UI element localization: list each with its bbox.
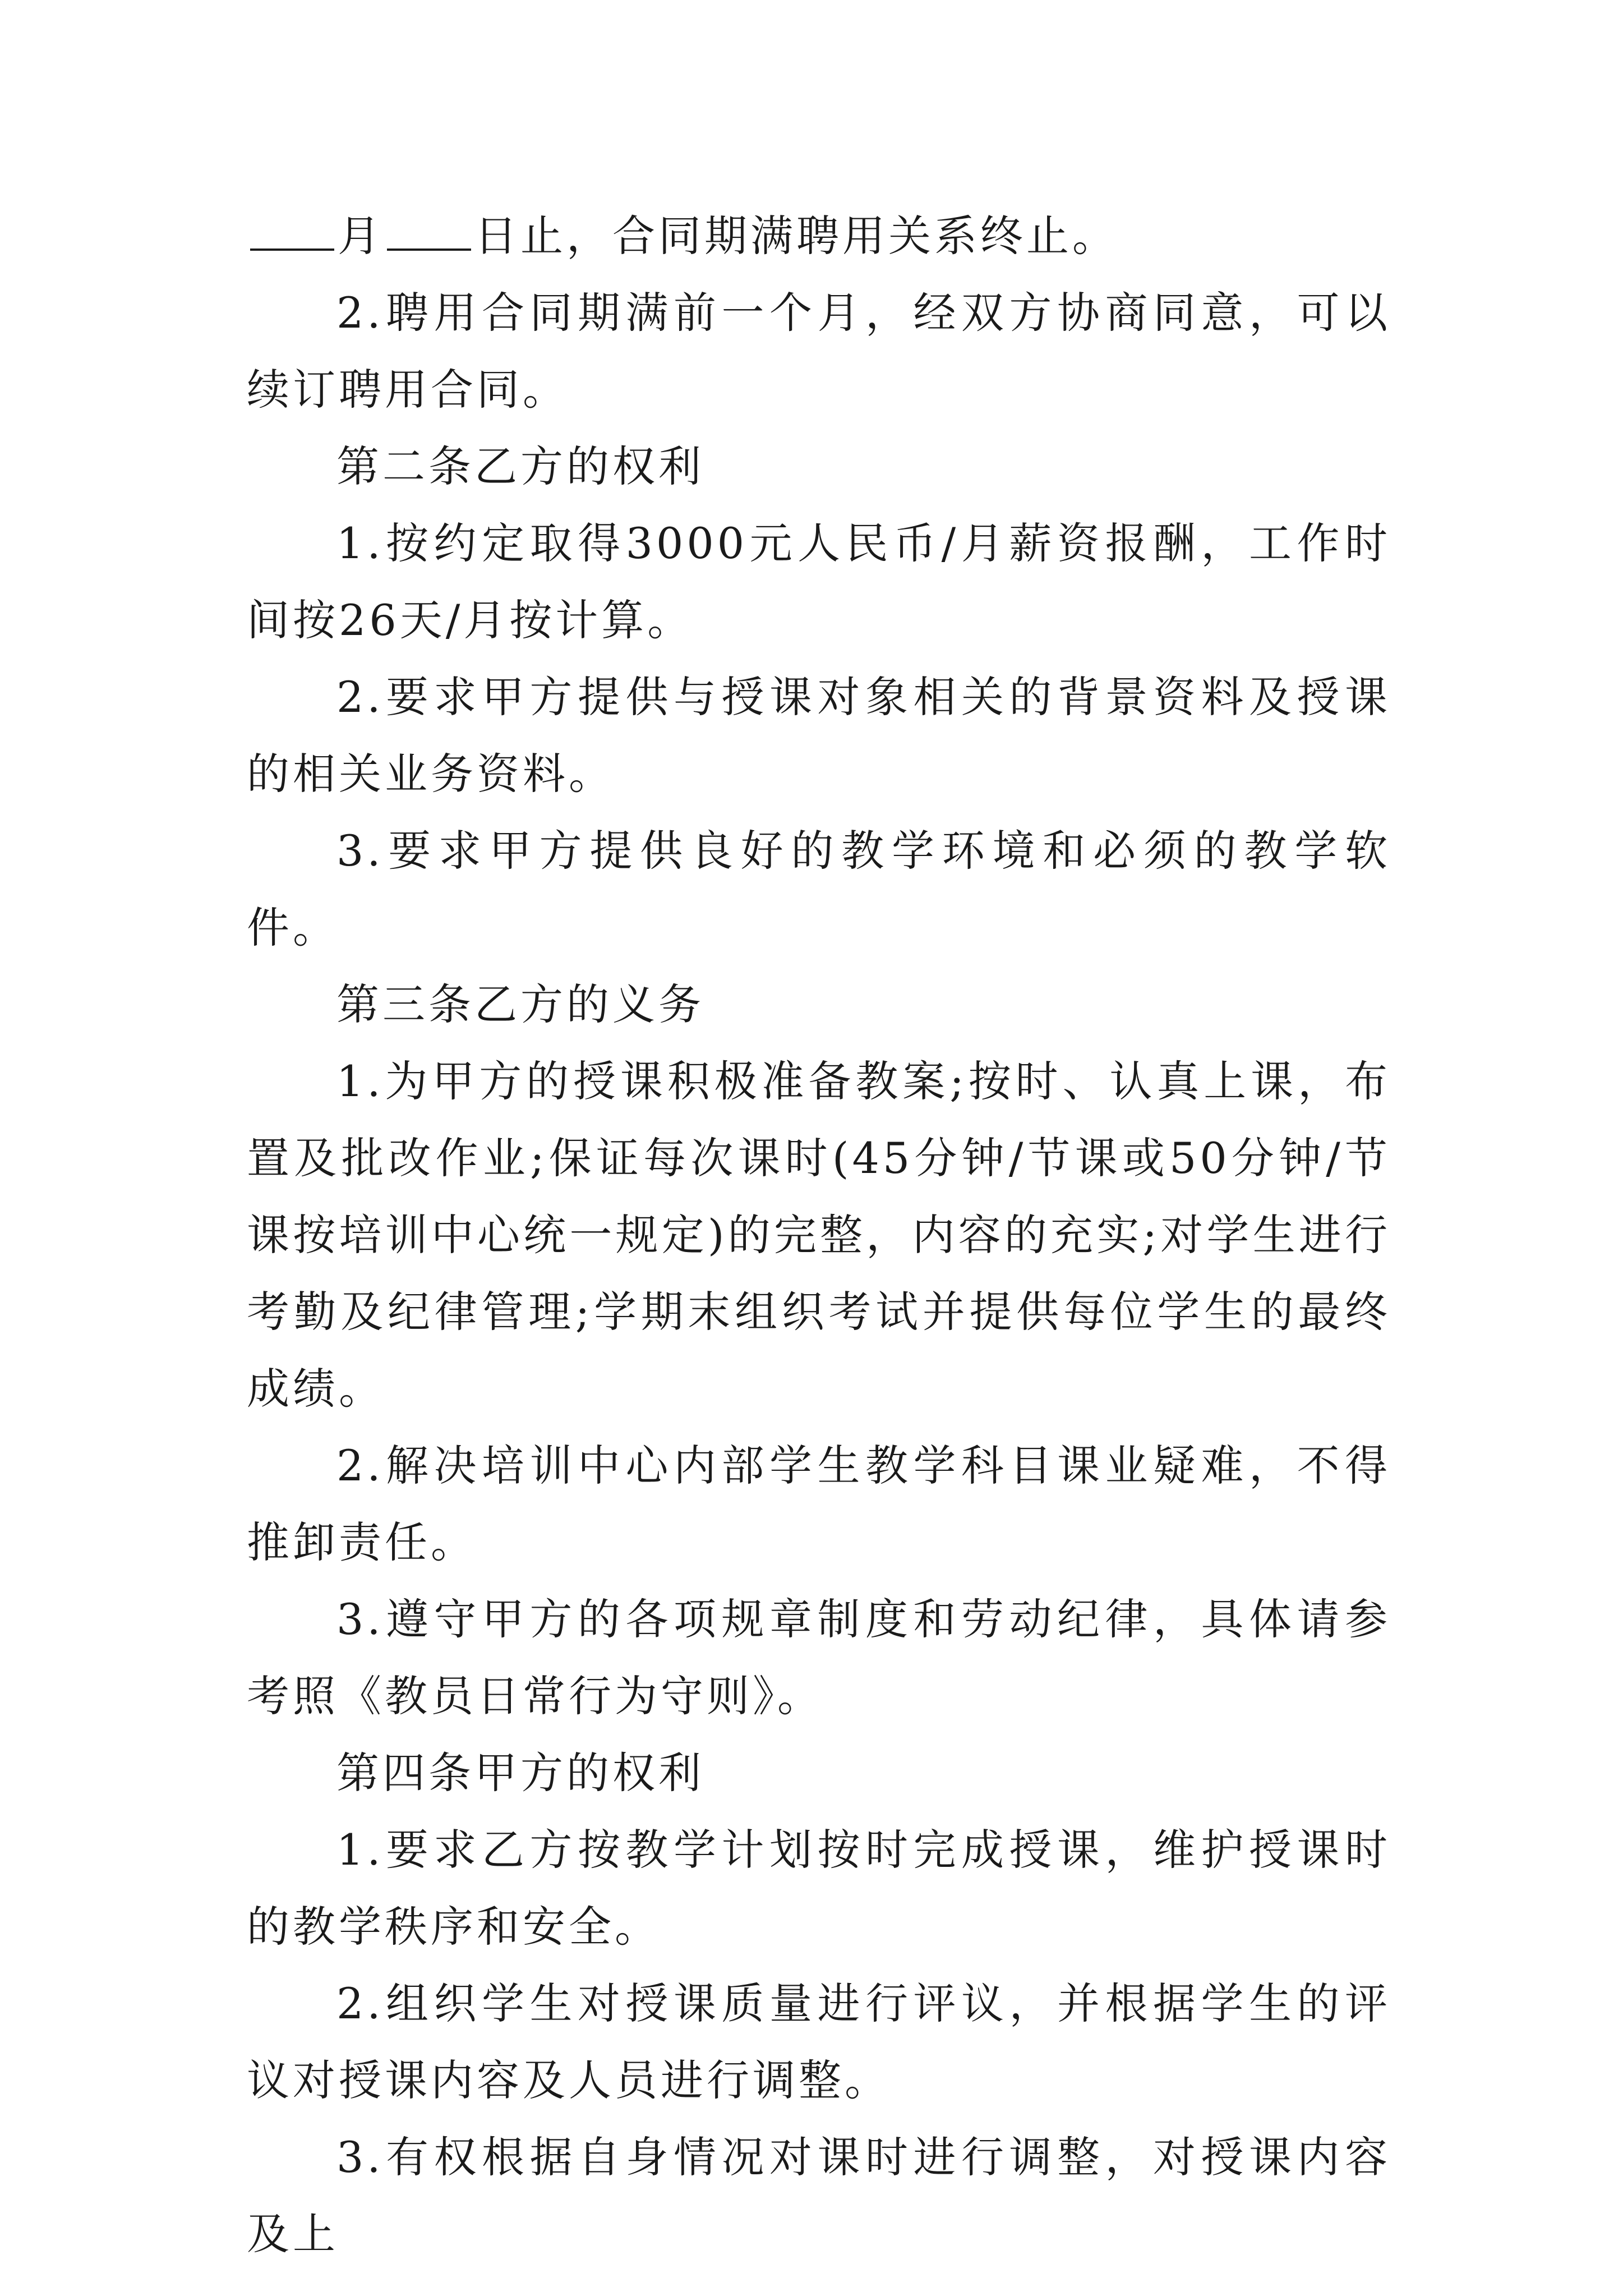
section-heading-2: 第二条乙方的权利 bbox=[336, 441, 704, 491]
paragraph-rights-2: 2.组织学生对授课质量进行评议，并根据学生的评议对授课内容及人员进行调整。 bbox=[247, 1978, 1391, 2105]
paragraph-rights-3: 3.有权根据自身情况对课时进行调整，对授课内容及上 bbox=[247, 2132, 1391, 2259]
paragraph-duties-3: 3.遵守甲方的各项规章制度和劳动纪律，具体请参考照《教员日常行为守则》。 bbox=[247, 1594, 1391, 1721]
paragraph-rights-1: 1.要求乙方按教学计划按时完成授课，维护授课时的教学秩序和安全。 bbox=[247, 1825, 1391, 1952]
paragraph-renewal: 2.聘用合同期满前一个月，经双方协商同意，可以续订聘用合同。 bbox=[247, 288, 1391, 415]
contract-end-text: 日止，合同期满聘用关系终止。 bbox=[474, 211, 1118, 261]
section-heading-3: 第三条乙方的义务 bbox=[336, 979, 704, 1029]
paragraph-salary: 1.按约定取得3000元人民币/月薪资报酬，工作时间按26天/月按计算。 bbox=[247, 518, 1391, 645]
paragraph-contract-end bbox=[247, 197, 1391, 274]
paragraph-environment: 3.要求甲方提供良好的教学环境和必须的教学软件。 bbox=[247, 826, 1391, 953]
document-body bbox=[247, 197, 1391, 2272]
paragraph-duties-2: 2.解决培训中心内部学生教学科目课业疑难，不得推卸责任。 bbox=[247, 1441, 1391, 1567]
paragraph-materials: 2.要求甲方提供与授课对象相关的背景资料及授课的相关业务资料。 bbox=[247, 672, 1391, 799]
month-char: 月 bbox=[338, 211, 384, 261]
section-heading-4: 第四条甲方的权利 bbox=[336, 1748, 704, 1798]
blank-year-line bbox=[250, 209, 334, 251]
paragraph-duties-1: 1.为甲方的授课积极准备教案;按时、认真上课，布置及批改作业;保证每次课时(45分钟/节课或50分钟/节课按培训中心统一规定)的完整，内容的充实;对学生进行考勤及纪律管理;学期末组织考试并提供每位学生的最终成绩。 bbox=[247, 1056, 1391, 1414]
blank-day-line bbox=[387, 209, 471, 251]
